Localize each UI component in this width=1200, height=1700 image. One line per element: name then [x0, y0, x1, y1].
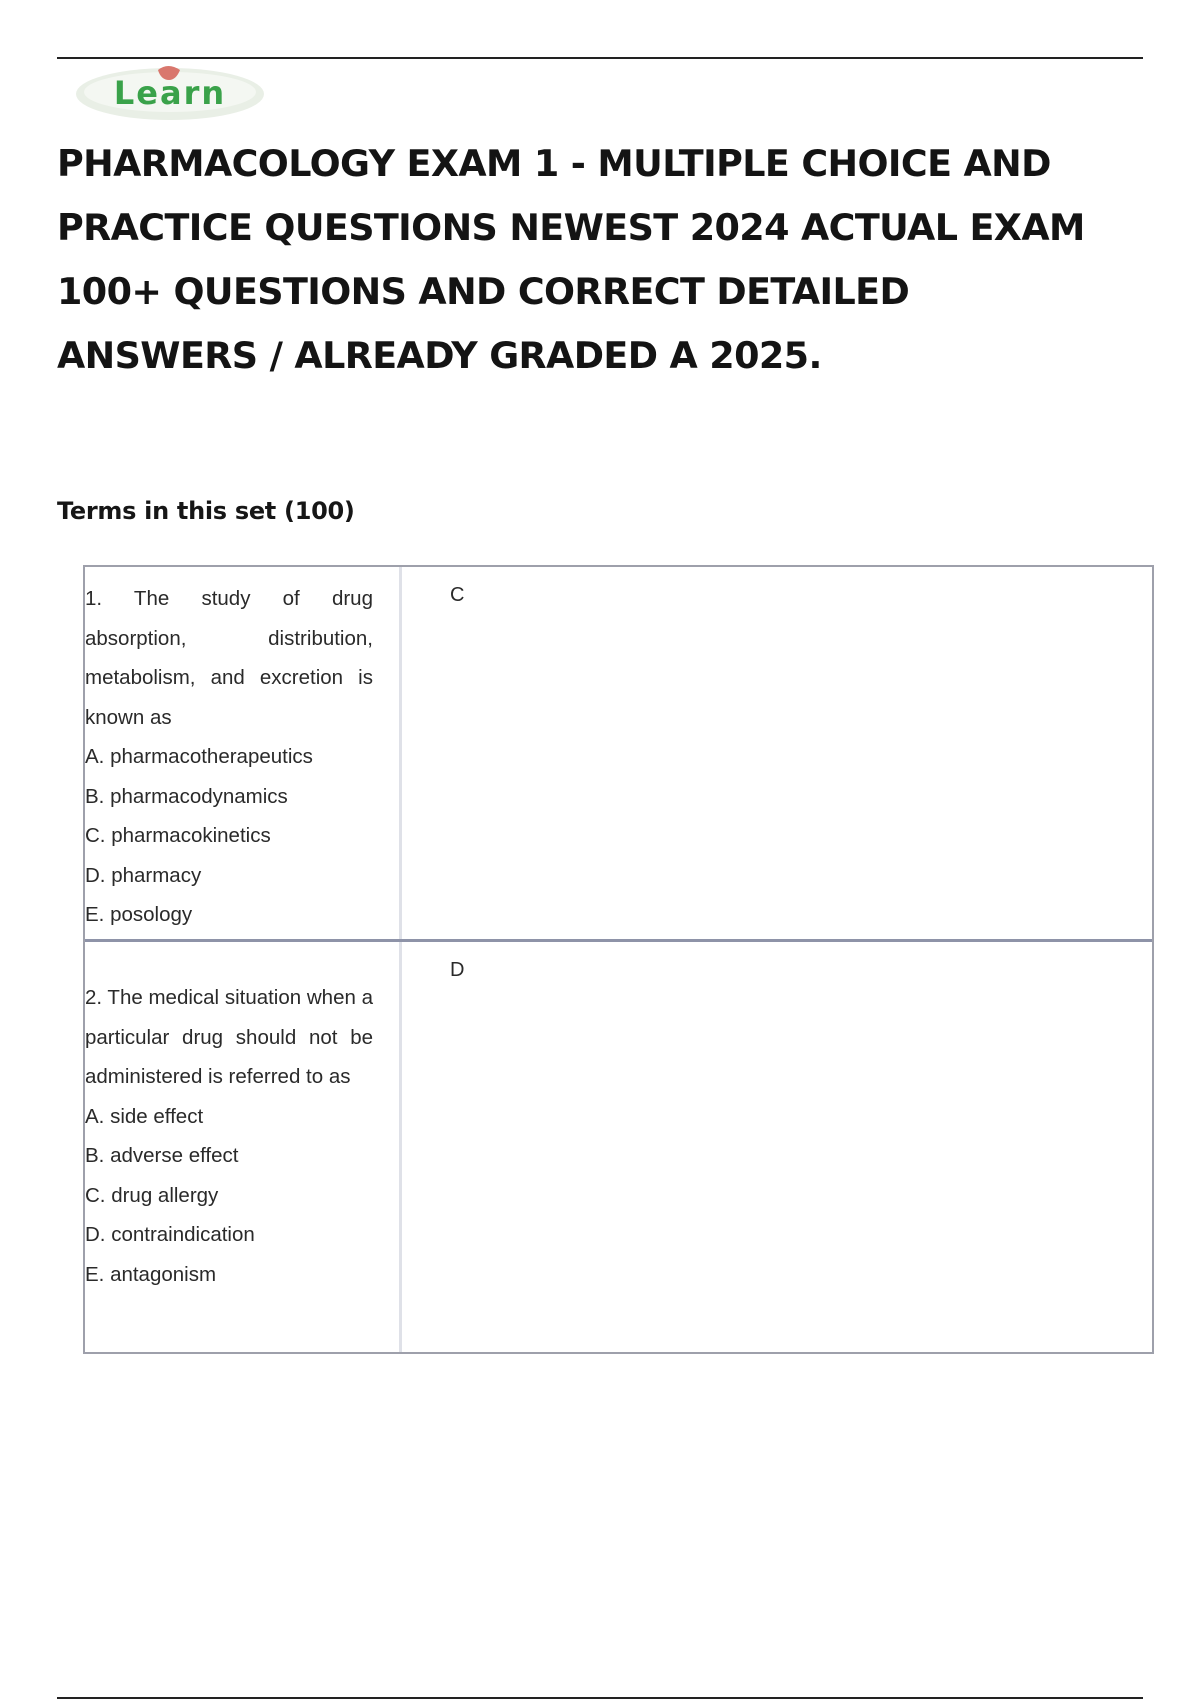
option-item: D. contraindication: [85, 1223, 255, 1246]
answer-text: C: [450, 584, 465, 606]
question-text: 1. The study of drug absorption, distribution, metabolism, and excretion is known as: [85, 587, 373, 729]
option-item: C. pharmacokinetics: [85, 824, 271, 847]
title-line: PHARMACOLOGY EXAM 1 - MULTIPLE CHOICE AND: [57, 142, 1051, 185]
title-line: 100+ QUESTIONS AND CORRECT DETAILED: [57, 270, 910, 313]
option-item: E. antagonism: [85, 1262, 217, 1286]
set-heading: Terms in this set (100): [57, 497, 355, 525]
term-cell: [85, 567, 402, 939]
table-row: [85, 567, 1152, 939]
option-item: A. pharmacotherapeutics: [85, 745, 313, 768]
option-item: B. adverse effect: [85, 1144, 239, 1167]
definition-cell: [402, 942, 1152, 1352]
option-item: A. side effect: [85, 1104, 204, 1128]
option-item: D. pharmacy: [85, 863, 202, 887]
learn-logo-icon: [72, 62, 272, 122]
question-text: 2. The medical situation when a particular drug should not be administered is referred to as: [85, 986, 373, 1088]
flashcard-table: [83, 565, 1154, 1354]
bottom-rule: [57, 1697, 1143, 1699]
term-cell: [85, 942, 402, 1352]
option-item: B. pharmacodynamics: [85, 784, 288, 808]
table-row: [85, 939, 1152, 1352]
answer-text: D: [450, 959, 465, 981]
title-line: ANSWERS / ALREADY GRADED A 2025.: [57, 334, 822, 377]
svg-text:Learn: Learn: [113, 74, 227, 112]
definition-cell: [402, 567, 1152, 939]
top-rule: [57, 57, 1143, 59]
document-title: [57, 132, 1157, 388]
option-item: E. posology: [85, 903, 193, 926]
title-line: PRACTICE QUESTIONS NEWEST 2024 ACTUAL EXAM: [57, 206, 1085, 249]
option-item: C. drug allergy: [85, 1183, 219, 1207]
